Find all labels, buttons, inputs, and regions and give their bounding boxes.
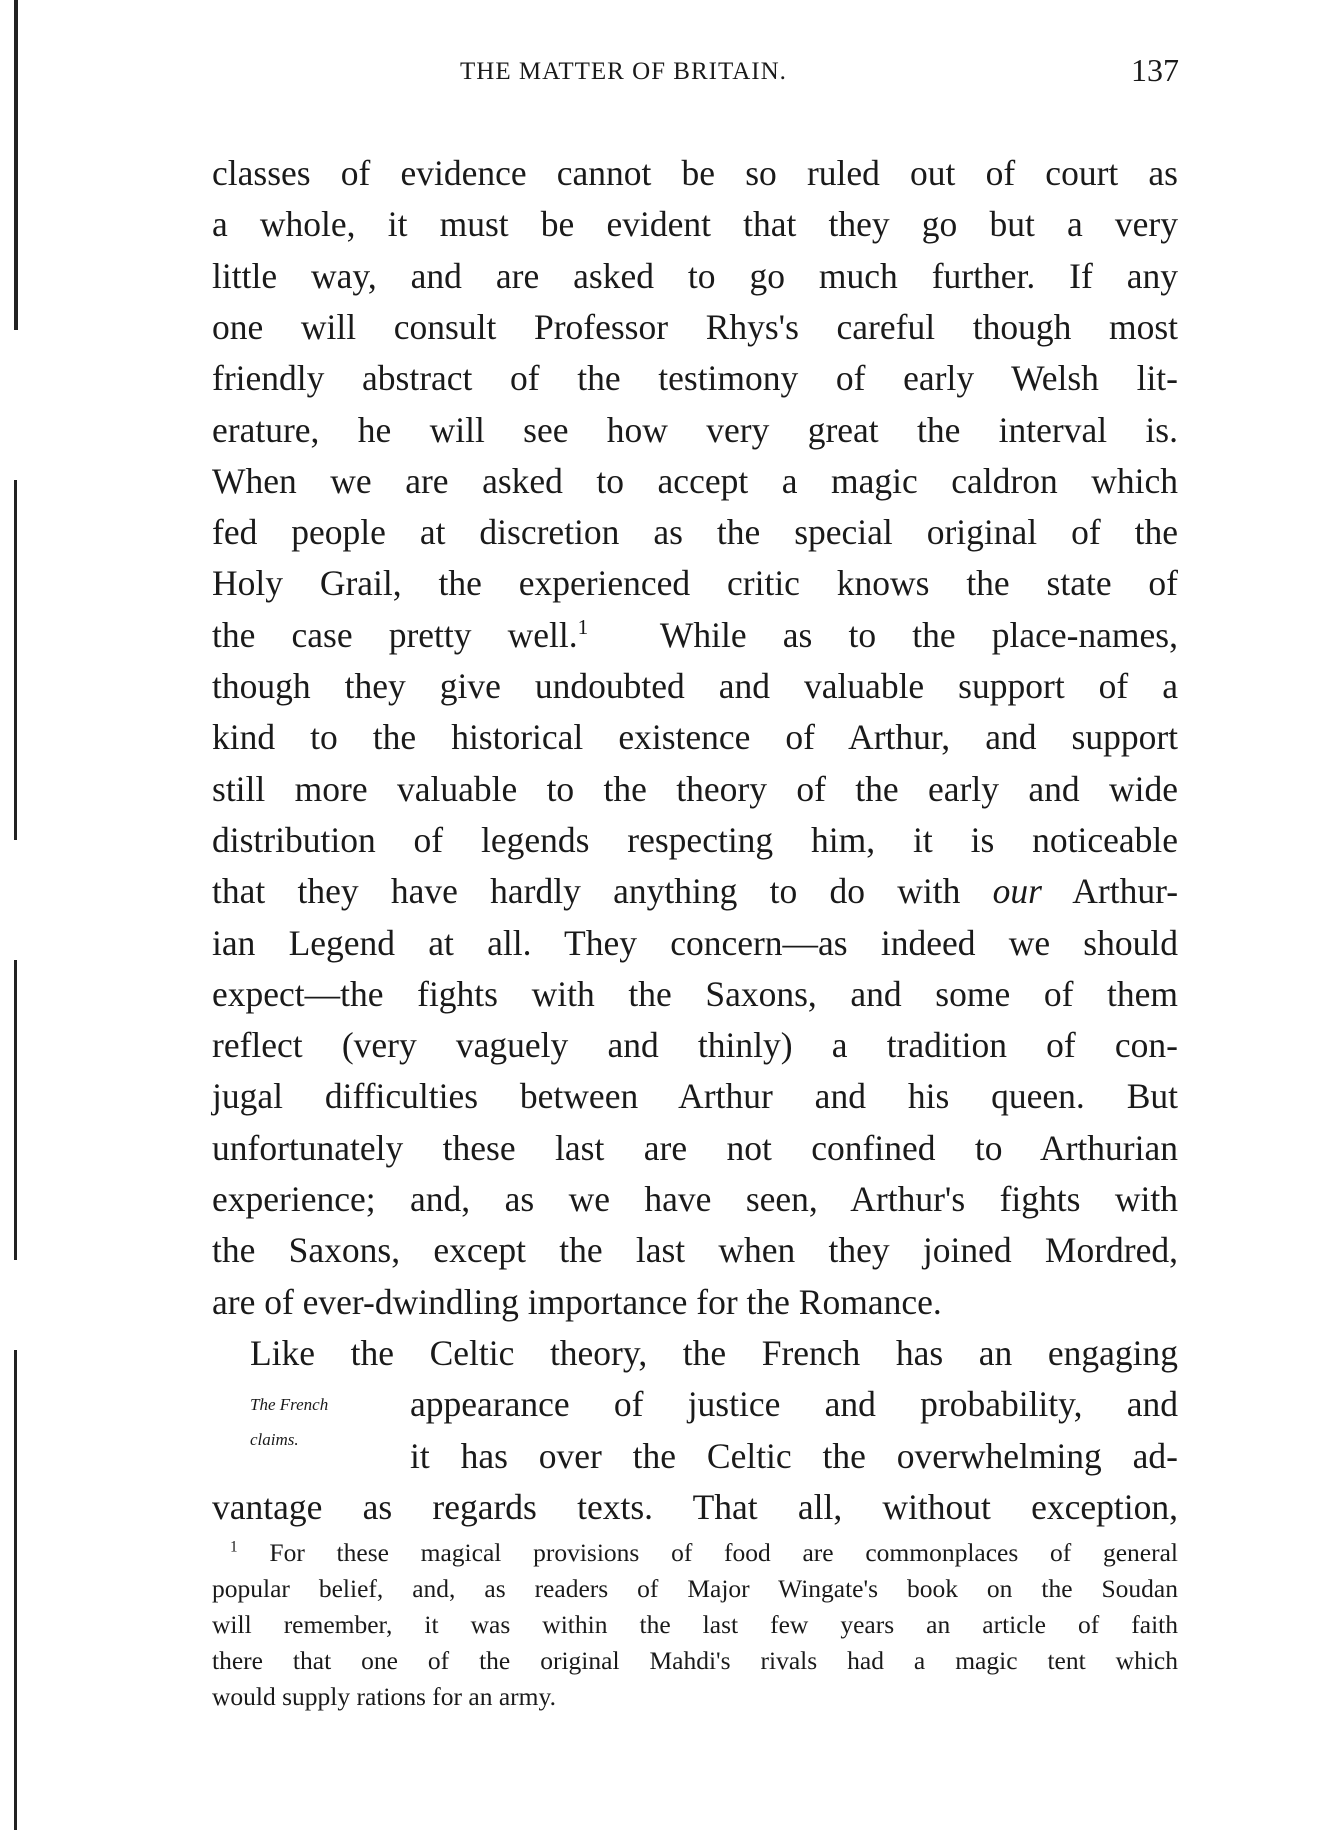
footnote-line: there that one of the original Mahdi's rivals had a magic tent which: [212, 1646, 1178, 1675]
body-line: a whole, it must be evident that they go but a very: [212, 204, 1178, 245]
body-line: still more valuable to the theory of the early and wide: [212, 768, 1178, 809]
body-line: fed people at discretion as the special original of the: [212, 512, 1178, 553]
body-line: expect—the fights with the Saxons, and some of them: [212, 973, 1178, 1014]
body-line: the case pretty well.$^1$ While as to the place-names,: [212, 614, 1178, 655]
body-line: kind to the historical existence of Arthur, and support: [212, 717, 1178, 758]
body-line: unfortunately these last are not confined to Arthurian: [212, 1127, 1178, 1168]
body-line: it has over the Celtic the overwhelming ad-: [410, 1435, 1178, 1476]
running-title: THE MATTER OF BRITAIN.: [460, 58, 787, 85]
footnote-line: popular belief, and, as readers of Major Wingate's book on the Soudan: [212, 1574, 1178, 1603]
body-line: one will consult Professor Rhys's careful though most: [212, 306, 1178, 347]
footnote-line: would supply rations for an army.: [212, 1682, 556, 1711]
footnote-line: will remember, it was within the last few years an article of faith: [212, 1610, 1178, 1639]
body-line: friendly abstract of the testimony of early Welsh lit-: [212, 358, 1178, 399]
page-number: 137: [1131, 52, 1179, 88]
body-line: vantage as regards texts. That all, without exception,: [212, 1486, 1178, 1527]
body-line: reflect (very vaguely and thinly) a tradition of con-: [212, 1025, 1178, 1066]
body-line: classes of evidence cannot be so ruled out of court as: [212, 153, 1178, 193]
body-line: little way, and are asked to go much further. If any: [212, 255, 1178, 296]
body-line: ian Legend at all. They concern—as indeed we should: [212, 922, 1178, 963]
body-line: appearance of justice and probability, and: [410, 1384, 1178, 1425]
footnote-ref: 1: [577, 614, 589, 639]
side-note-line2: claims.: [250, 1430, 299, 1449]
body-line: Holy Grail, the experienced critic knows the state of: [212, 563, 1178, 604]
body-line: though they give undoubted and valuable support of a: [212, 666, 1178, 706]
body-line: jugal difficulties between Arthur and his queen. But: [212, 1076, 1178, 1117]
side-note-line1: The French: [250, 1395, 329, 1414]
body-line: Like the Celtic theory, the French has an engaging: [250, 1332, 1178, 1373]
body-line: experience; and, as we have seen, Arthur's fights with: [212, 1179, 1178, 1219]
body-line: that they have hardly anything to do with our Arthur-: [212, 871, 1179, 912]
body-line: are of ever-dwindling importance for the Romance.: [212, 1281, 942, 1322]
body-line: erature, he will see how very great the interval is.: [212, 409, 1178, 450]
body-line: the Saxons, except the last when they joined Mordred,: [212, 1230, 1178, 1271]
body-line: distribution of legends respecting him, it is noticeable: [212, 819, 1178, 860]
body-line: When we are asked to accept a magic caldron which: [212, 460, 1178, 501]
footnote-line: $^1$ For these magical provisions of food are commonplaces of general: [230, 1538, 1179, 1567]
